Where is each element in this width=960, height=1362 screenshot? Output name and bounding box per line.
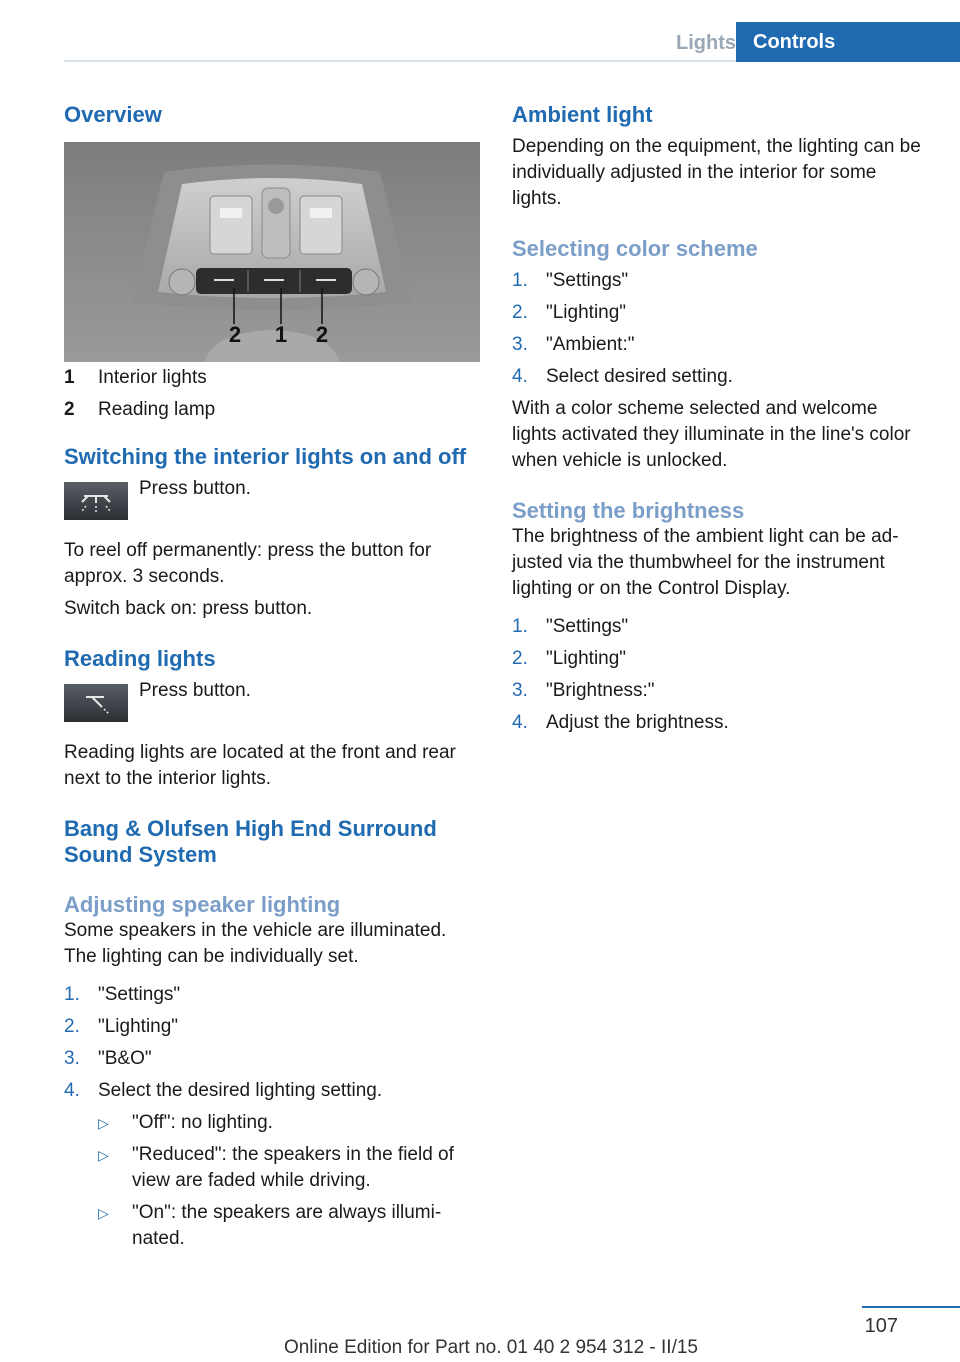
- speaker-steps-list: [64, 982, 480, 1258]
- interior-light-button-row: [64, 478, 480, 520]
- headliner-console-photo: [64, 142, 480, 362]
- list-item: [64, 1014, 480, 1040]
- step-text: "Settings": [546, 270, 629, 291]
- step-number: 2.: [64, 1016, 80, 1037]
- step-number: 1.: [64, 984, 80, 1005]
- list-item: [512, 710, 926, 736]
- list-item: [98, 1142, 480, 1194]
- color-scheme-heading: Selecting color scheme: [512, 236, 758, 261]
- option-text: "Off": no lighting.: [132, 1112, 273, 1133]
- figure-label: 1: [274, 322, 288, 347]
- footer-rule: [862, 1306, 960, 1308]
- brightness-paragraph: The brightness of the ambient light can be adjusted via the thumbwheel for the instrument lighting or on the Control Display.: [512, 526, 899, 599]
- step-number: 4.: [512, 366, 528, 387]
- color-scheme-paragraph: With a color scheme selected and welcome lights activated they illuminate in the line's color when vehicle is unlocked.: [512, 398, 911, 471]
- step-text: Select the desired lighting setting.: [98, 1080, 383, 1101]
- legend-number: 1: [64, 367, 75, 388]
- lighting-options-list: [98, 1110, 480, 1252]
- list-item: [64, 1078, 480, 1258]
- step-text: "Lighting": [546, 648, 627, 669]
- step-text: "Ambient:": [546, 334, 635, 355]
- right-column: [512, 102, 926, 742]
- step-text: "Lighting": [98, 1016, 179, 1037]
- reading-light-button-row: [64, 680, 480, 722]
- brightness-steps-list: [512, 614, 926, 736]
- ambient-light-paragraph: Depending on the equipment, the lighting can be individually adjusted in the interior for some lights.: [512, 136, 921, 209]
- list-item: [512, 364, 926, 390]
- list-item: [512, 300, 926, 326]
- figure-label: 2: [228, 322, 242, 347]
- brightness-heading: Setting the brightness: [512, 498, 745, 523]
- list-item: [512, 678, 926, 704]
- step-number: 2.: [512, 648, 528, 669]
- step-number: 1.: [512, 270, 528, 291]
- overview-heading: Overview: [64, 102, 162, 127]
- step-number: 3.: [512, 680, 528, 701]
- step-text: Select desired setting.: [546, 366, 733, 387]
- switch-lights-heading: Switching the interior lights on and off: [64, 444, 467, 469]
- figure-label: 2: [315, 322, 329, 347]
- list-item: [64, 1046, 480, 1072]
- bullet-triangle-icon: ▷: [98, 1147, 109, 1163]
- reading-lights-heading: Reading lights: [64, 646, 216, 671]
- step-number: 4.: [512, 712, 528, 733]
- header-section: Lights: [676, 32, 736, 54]
- page-number: 107: [864, 1315, 898, 1337]
- legend-item: [64, 362, 480, 394]
- list-item: [98, 1110, 480, 1136]
- reading-lamp-icon: [64, 684, 128, 722]
- interior-light-icon: [64, 482, 128, 520]
- bo-sound-heading: Bang & Olufsen High End Surround Sound System: [64, 816, 437, 867]
- ambient-light-heading: Ambient light: [512, 102, 653, 127]
- speaker-lighting-paragraph: Some speakers in the vehicle are illuminated. The lighting can be individually set.: [64, 920, 447, 967]
- speaker-lighting-heading: Adjusting speaker lighting: [64, 892, 341, 917]
- step-number: 3.: [512, 334, 528, 355]
- list-item: [98, 1200, 480, 1252]
- list-item: [512, 646, 926, 672]
- legend-number: 2: [64, 399, 75, 420]
- list-item: [512, 332, 926, 358]
- reading-lights-paragraph: Reading lights are located at the front and rear next to the interior lights.: [64, 742, 456, 789]
- bullet-triangle-icon: ▷: [98, 1115, 109, 1131]
- step-text: Adjust the brightness.: [546, 712, 729, 733]
- step-number: 3.: [64, 1048, 80, 1069]
- step-text: "Settings": [98, 984, 181, 1005]
- list-item: [512, 614, 926, 640]
- list-item: [64, 982, 480, 1008]
- bullet-triangle-icon: ▷: [98, 1205, 109, 1221]
- step-text: "Settings": [546, 616, 629, 637]
- legend-text: Reading lamp: [98, 399, 216, 420]
- left-column: [64, 102, 480, 1264]
- color-steps-list: [512, 268, 926, 390]
- option-text: "On": the speakers are always illuminated.: [132, 1202, 442, 1249]
- reading-button-instruction: Press button.: [139, 680, 251, 701]
- header-chapter-tab: Controls: [736, 22, 960, 62]
- step-text: "Lighting": [546, 302, 627, 323]
- step-number: 1.: [512, 616, 528, 637]
- step-text: "B&O": [98, 1048, 152, 1069]
- legend-item: [64, 394, 480, 426]
- step-number: 2.: [512, 302, 528, 323]
- switch-off-paragraph: To reel off permanently: press the button for approx. 3 seconds.: [64, 540, 432, 587]
- legend-text: Interior lights: [98, 367, 207, 388]
- step-number: 4.: [64, 1080, 80, 1101]
- switch-on-paragraph: Switch back on: press button.: [64, 598, 313, 619]
- list-item: [512, 268, 926, 294]
- edition-note: Online Edition for Part no. 01 40 2 954 312 - II/15: [283, 1337, 698, 1358]
- switch-button-instruction: Press button.: [139, 478, 251, 499]
- option-text: "Reduced": the speakers in the field of view are faded while driving.: [132, 1144, 454, 1191]
- step-text: "Brightness:": [546, 680, 655, 701]
